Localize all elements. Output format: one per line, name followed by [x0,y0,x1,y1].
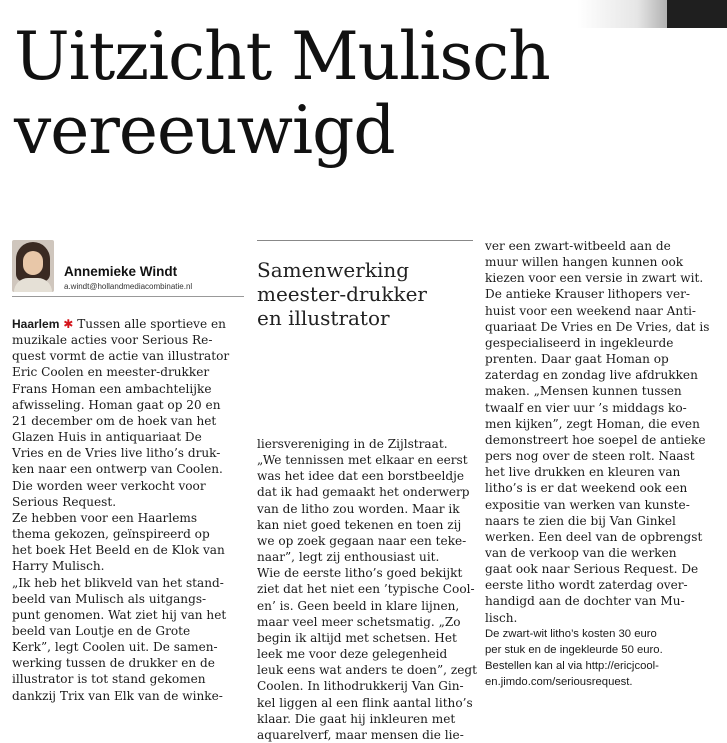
text-line: litho’s is er dat weekend ook een [485,481,688,496]
author-email: a.windt@hollandmediacombinatie.nl [64,282,193,291]
lead-line [12,316,248,332]
author-name: Annemieke Windt [64,264,178,279]
headline-line-1: Uitzicht Mulisch [14,18,550,95]
text-line: huist voor een weekend naar Anti- [485,303,697,318]
star-icon: ✱ [63,317,74,331]
text-line: was het idee dat een borstbeeldje [257,469,465,484]
text-line: Serious Request. [12,494,117,509]
text-line: we op zoek gegaan naar een teke- [257,533,467,548]
text-line: begin ik altijd met schetsen. Het [257,630,457,645]
text-line: van de verkoop van die werken [485,545,677,560]
text-line: per stuk en de ingekleurde 50 euro. [485,643,663,656]
text-line: „Ik heb het blikveld van het stand- [12,575,224,590]
text-line: punt genomen. Wat ziet hij van het [12,607,227,622]
text-line: Glazen Huis in antiquariaat De [12,430,202,445]
text-line: Eric Coolen en meester-drukker [12,365,210,380]
text-line: thema gekozen, geïnspireerd op [12,527,210,542]
text-line: Frans Homan een ambachtelijke [12,381,212,396]
text-line: twaalf en vier uur ’s middags ko- [485,400,687,415]
text-line: expositie van werken van kunste- [485,497,690,512]
text-line: quariaat De Vries en De Vries, dat is [485,319,710,334]
headline-line-2: vereeuwigd [14,92,395,169]
text-line: ver een zwart-witbeeld aan de [485,239,671,253]
subhead-line: Samenwerking [257,258,410,282]
text-line: muur willen hangen kunnen ook [485,255,684,270]
byline [12,240,244,297]
text-line: Die worden weer verkocht voor [12,478,206,493]
lead-text: Tussen alle sportieve en [73,317,226,331]
text-line: lisch. [485,610,518,625]
headline [14,20,714,168]
text-line: van de litho zou worden. Maar ik [257,501,460,516]
text-line: afwisseling. Homan gaat op 20 en [12,397,221,412]
text-line: aquarelverf, maar mensen die lie- [257,727,464,742]
subhead-line: meester-drukker [257,282,427,306]
text-line: kel liggen al een flink aantal litho’s [257,695,473,710]
text-line: Bestellen kan al via http://ericjcool- [485,660,659,673]
text-line: dat ik had gemaakt het onderwerp [257,485,470,500]
text-line: „We tennissen met elkaar en eerst [257,453,468,468]
text-line: De zwart-wit litho’s kosten 30 euro [485,627,657,640]
text-line: ken naar een ontwerp van Coolen. [12,462,223,477]
text-line: leuk eens wat anders te doen”, zegt [257,663,477,678]
text-line: demonstreert hoe soepel de antieke [485,432,706,447]
text-line: het boek Het Beeld en de Klok van [12,543,225,558]
text-line: muzikale acties voor Serious Re- [12,333,213,348]
text-line: Coolen. In lithodrukkerij Van Gin- [257,679,464,694]
text-line: het live drukken en kleuren van [485,465,681,480]
text-line: maken. „Mensen kunnen tussen [485,384,682,399]
text-line: Ze hebben voor een Haarlems [12,510,198,525]
article-column-1 [12,316,248,704]
text-line: en’ is. Geen beeld in klare lijnen, [257,598,460,613]
text-line: zaterdag en zondag live afdrukken [485,368,698,383]
text-line: De antieke Krauser lithopers ver- [485,287,690,302]
article-column-3 [485,238,717,690]
text-line: leek me voor deze gelegenheid [257,647,448,662]
text-line: Wie de eerste litho’s goed bekijkt [257,566,463,581]
text-line: klaar. Die gaat hij inkleuren met [257,711,456,726]
text-line: 21 december om de hoek van het [12,413,217,428]
text-line: gaat ook naar Serious Request. De [485,562,699,577]
text-line: prenten. Daar gaat Homan op [485,352,669,367]
text-line: dankzij Trix van Elk van de winke- [12,688,223,703]
text-line: Harry Mulisch. [12,559,105,574]
text-line: kan niet goed tekenen en toen zij [257,517,462,532]
text-line: eerste litho wordt zaterdag over- [485,578,688,593]
text-line: quest vormt de actie van illustrator [12,349,230,364]
text-line: kiezen voor een versie in zwart wit. [485,271,704,286]
article-column-2 [257,436,477,743]
text-line: Vries en de Vries live litho’s druk- [12,446,221,461]
text-line: ziet dat het niet een ’typische Cool- [257,582,475,597]
text-line: pers nog over de steen rolt. Naast [485,449,695,464]
text-line: naars te zien die bij Van Ginkel [485,513,676,528]
subhead-line: en illustrator [257,306,390,330]
text-line: illustrator is tot stand gekomen [12,672,206,687]
text-line: werking tussen de drukker en de [12,656,215,671]
subhead-rule [257,240,473,241]
text-line: gespecialiseerd in ingekleurde [485,335,674,350]
text-line: liersvereniging in de Zijlstraat. [257,437,448,451]
text-line: naar”, legt zij enthousiast uit. [257,550,440,565]
author-avatar [12,240,54,292]
text-line: maar veel meer schetsmatig. „Zo [257,614,461,629]
text-line: werken. Een deel van de opbrengst [485,529,703,544]
text-line: en.jimdo.com/seriousrequest. [485,676,633,689]
text-line: handigd aan de dochter van Mu- [485,594,685,609]
text-line: men kijken”, zegt Homan, die even [485,416,700,431]
text-line: Kerk”, legt Coolen uit. De samen- [12,640,218,655]
dateline-city: Haarlem [12,317,60,331]
text-line: beeld van Loutje en de Grote [12,623,191,638]
text-line: beeld van Mulisch als uitgangs- [12,591,207,606]
subhead [257,258,473,330]
